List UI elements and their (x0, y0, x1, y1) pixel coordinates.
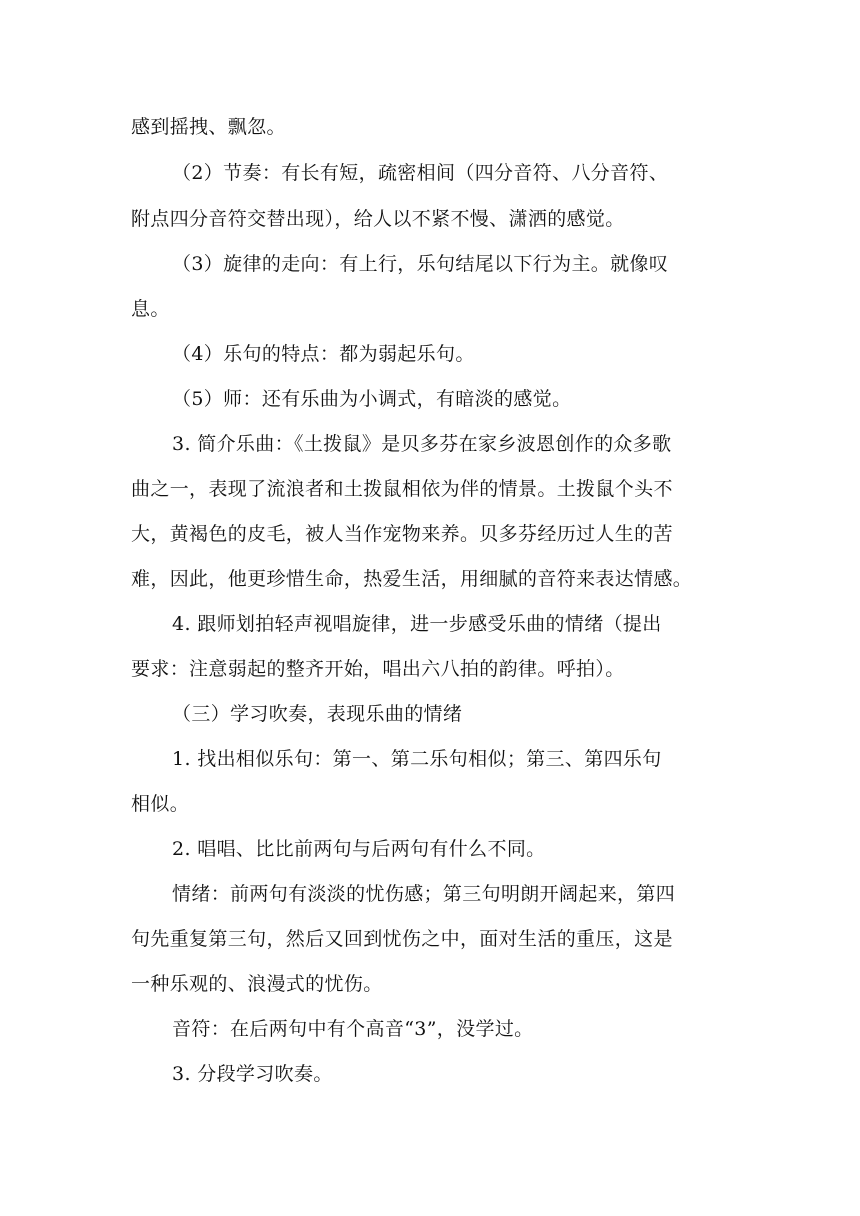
text-line: 感到摇拽、飘忽。 (131, 116, 286, 138)
text-line: 音符：在后两句中有个高音“3”，没学过。 (172, 1018, 534, 1040)
text-line: 1. 找出相似乐句：第一、第二乐句相似；第三、第四乐句 (172, 748, 662, 770)
text-line: 曲之一，表现了流浪者和土拨鼠相依为伴的情景。土拨鼠个头不 (131, 478, 673, 500)
text-line: （2）节奏：有长有短，疏密相间（四分音符、八分音符、 (172, 162, 669, 184)
text-line: （3）旋律的走向：有上行，乐句结尾以下行为主。就像叹 (172, 253, 669, 275)
section-heading: （三）学习吹奏，表现乐曲的情绪 (172, 703, 463, 725)
text-line: （4）乐句的特点：都为弱起乐句。 (172, 343, 475, 365)
text-line: 难，因此，他更珍惜生命，热爱生活，用细腻的音符来表达情感。 (131, 568, 693, 590)
text-line: 4. 跟师划拍轻声视唱旋律，进一步感受乐曲的情绪（提出 (172, 613, 662, 635)
text-line: 要求：注意弱起的整齐开始，唱出六八拍的韵律。呼拍）。 (131, 658, 625, 680)
text-line: 2. 唱唱、比比前两句与后两句有什么不同。 (172, 838, 546, 860)
text-line: 相似。 (131, 793, 190, 815)
text-line: 3. 分段学习吹奏。 (172, 1063, 333, 1085)
text-line: 附点四分音符交替出现），给人以不紧不慢、潇洒的感觉。 (131, 208, 625, 230)
text-line: 3. 简介乐曲：《土拨鼠》是贝多芬在家乡波恩创作的众多歌 (172, 433, 672, 455)
text-line: 情绪：前两句有淡淡的忧伤感；第三句明朗开阔起来，第四 (172, 883, 676, 905)
text-line: 大，黄褐色的皮毛，被人当作宠物来养。贝多芬经历过人生的苦 (131, 523, 673, 545)
text-line: 句先重复第三句，然后又回到忧伤之中，面对生活的重压，这是 (131, 928, 673, 950)
text-line: 一种乐观的、浪漫式的忧伤。 (131, 973, 383, 995)
text-line: 息。 (131, 298, 170, 320)
text-line: （5）师：还有乐曲为小调式，有暗淡的感觉。 (172, 388, 572, 410)
